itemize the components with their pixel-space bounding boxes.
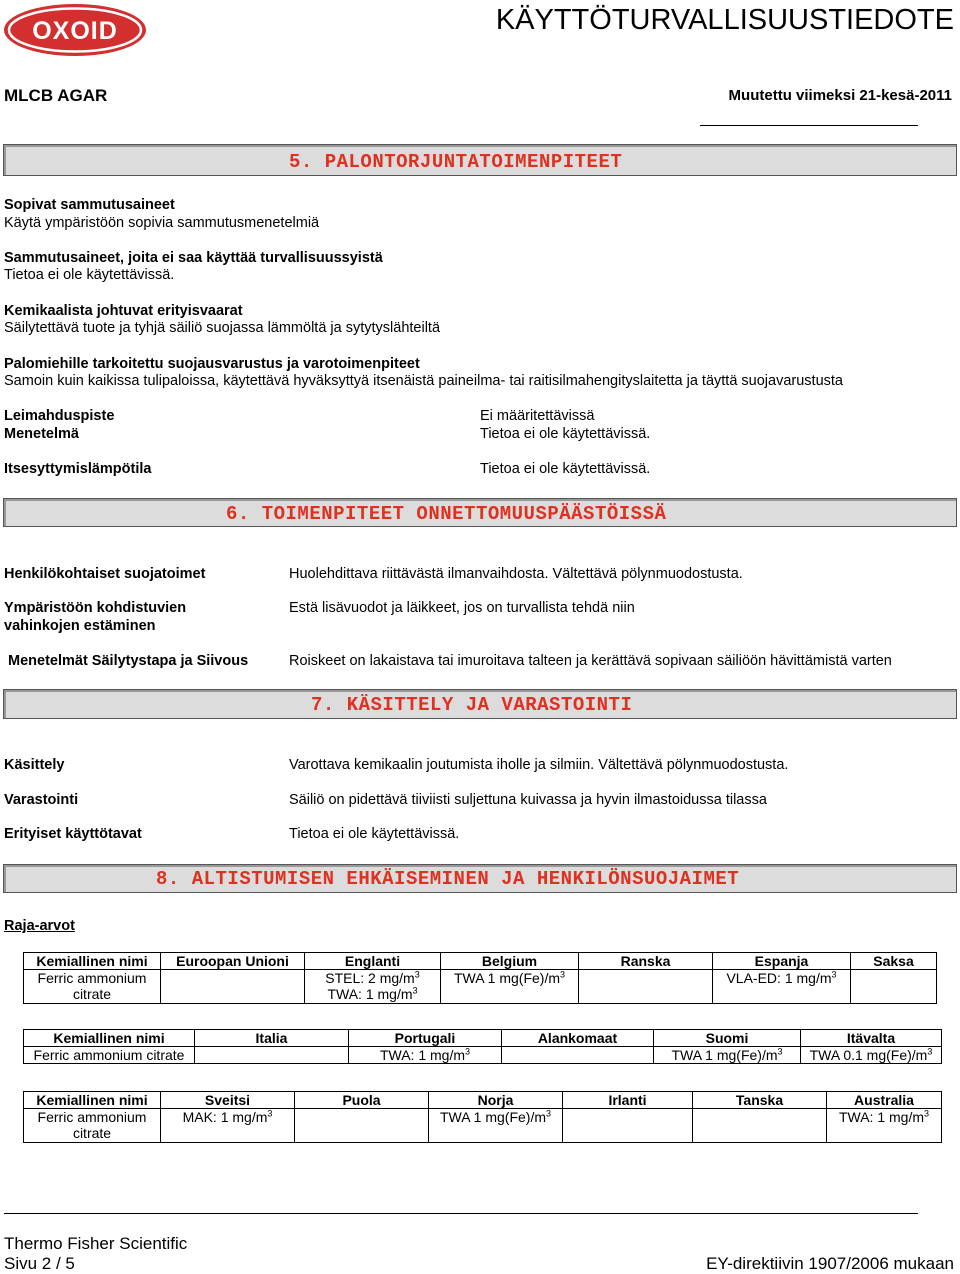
column-header: Suomi — [654, 1030, 801, 1047]
italy-cell — [195, 1047, 349, 1064]
column-header: Italia — [195, 1030, 349, 1047]
environmental-precautions-label-2: vahinkojen estäminen — [4, 618, 156, 634]
finland-cell: TWA 1 $mg(Fe)/m^3$ — [654, 1047, 801, 1064]
oxoid-logo — [3, 3, 147, 57]
flash-point-label: Leimahduspiste — [4, 408, 115, 424]
table-row — [24, 1047, 942, 1064]
exposure-limits-table-2 — [23, 1029, 942, 1064]
table-header-row — [24, 1030, 942, 1047]
column-header: Espanja — [713, 953, 851, 970]
eu-cell — [161, 970, 305, 1004]
unsuitable-media-value: Tietoa ei ole käytettävissä. — [4, 267, 175, 283]
switzerland-cell: MAK: 1 $mg/m^3$ — [161, 1109, 295, 1143]
footer-rule — [4, 1213, 918, 1214]
column-header: Irlanti — [563, 1092, 693, 1109]
method-label: Menetelmä — [4, 426, 79, 442]
norway-cell: TWA 1 $mg(Fe)/m^3$ — [429, 1109, 563, 1143]
specific-uses-label: Erityiset käyttötavat — [4, 826, 142, 842]
storage-label: Varastointi — [4, 792, 79, 808]
autoignition-label: Itsesyttymislämpötila — [4, 461, 152, 477]
column-header: Kemiallinen nimi — [24, 953, 161, 970]
column-header: Euroopan Unioni — [161, 953, 305, 970]
flash-point-value: Ei määritettävissä — [480, 408, 595, 424]
suitable-media-value: Käytä ympäristöön sopivia sammutusmenetelmiä — [4, 215, 320, 231]
exposure-limits-table-1 — [23, 952, 937, 1004]
unsuitable-media-label: Sammutusaineet, joita ei saa käyttää turvallisuussyistä — [4, 250, 383, 266]
method-value: Tietoa ei ole käytettävissä. — [480, 426, 651, 442]
specific-hazards-value: Säilytettävä tuote ja tyhjä säiliö suojassa lämmöltä ja sytytyslähteiltä — [4, 320, 441, 336]
handling-label: Käsittely — [4, 757, 65, 773]
company-name: Thermo Fisher Scientific — [4, 1234, 188, 1253]
portugal-cell: TWA: 1 $mg/m^3$ — [349, 1047, 502, 1064]
france-cell — [579, 970, 713, 1004]
specific-uses-value: Tietoa ei ole käytettävissä. — [289, 826, 460, 842]
column-header: Tanska — [693, 1092, 827, 1109]
cleanup-methods-label: Menetelmät Säilytystapa ja Siivous — [8, 653, 249, 669]
exposure-limits-label: Raja-arvot — [4, 918, 75, 934]
column-header: Englanti — [305, 953, 441, 970]
column-header: Ranska — [579, 953, 713, 970]
page-number: Sivu 2 / 5 — [4, 1254, 75, 1273]
column-header: Norja — [429, 1092, 563, 1109]
column-header: Portugali — [349, 1030, 502, 1047]
table-row — [24, 970, 937, 1004]
header-rule — [700, 125, 918, 126]
table-header-row — [24, 1092, 942, 1109]
spain-cell: VLA-ED: 1 $mg/m^3$ — [713, 970, 851, 1004]
column-header: Itävalta — [801, 1030, 942, 1047]
denmark-cell — [693, 1109, 827, 1143]
section-8-title: 8. ALTISTUMISEN EHKÄISEMINEN JA HENKILÖNSUOJAIMET — [156, 868, 740, 890]
chemical-name-cell: Ferric ammonium citrate — [24, 1109, 161, 1143]
column-header: Kemiallinen nimi — [24, 1030, 195, 1047]
section-5-title: 5. PALONTORJUNTATOIMENPITEET — [289, 151, 623, 173]
regulation-reference: EY-direktiivin 1907/2006 mukaan — [706, 1254, 954, 1273]
chemical-name-cell: Ferric ammonium citrate — [24, 970, 161, 1004]
column-header: Kemiallinen nimi — [24, 1092, 161, 1109]
autoignition-value: Tietoa ei ole käytettävissä. — [480, 461, 651, 477]
exposure-limits-table-3 — [23, 1091, 942, 1143]
ireland-cell — [563, 1109, 693, 1143]
environmental-precautions-label-1: Ympäristöön kohdistuvien — [4, 600, 187, 616]
handling-value: Varottava kemikaalin joutumista iholle ja silmiin. Vältettävä pölynmuodostusta. — [289, 757, 789, 773]
austria-cell: TWA 0.1 $mg(Fe)/m^3$ — [801, 1047, 942, 1064]
australia-cell: TWA: 1 $mg/m^3$ — [827, 1109, 942, 1143]
germany-cell — [851, 970, 937, 1004]
section-6-title: 6. TOIMENPITEET ONNETTOMUUSPÄÄSTÖISSÄ — [226, 503, 667, 525]
chemical-name-cell: Ferric ammonium citrate — [24, 1047, 195, 1064]
document-title: KÄYTTÖTURVALLISUUSTIEDOTE — [495, 4, 954, 36]
column-header: Puola — [295, 1092, 429, 1109]
revision-date: Muutettu viimeksi 21-kesä-2011 — [728, 87, 952, 104]
product-name: MLCB AGAR — [4, 86, 108, 105]
column-header: Sveitsi — [161, 1092, 295, 1109]
netherlands-cell — [502, 1047, 654, 1064]
column-header: Australia — [827, 1092, 942, 1109]
suitable-media-label: Sopivat sammutusaineet — [4, 197, 175, 213]
belgium-cell: TWA 1 $mg(Fe)/m^3$ — [441, 970, 579, 1004]
logo-text: OXOID — [32, 17, 118, 45]
firefighter-protection-value: Samoin kuin kaikissa tulipaloissa, käytettävä hyväksyttyä itsenäistä paineilma- tai raitisilmahengityslaitetta ja täyttä suojavarustusta — [4, 373, 843, 389]
table-row — [24, 1109, 942, 1143]
storage-value: Säiliö on pidettävä tiiviisti suljettuna kuivassa ja hyvin ilmastoidussa tilassa — [289, 792, 767, 808]
poland-cell — [295, 1109, 429, 1143]
specific-hazards-label: Kemikaalista johtuvat erityisvaarat — [4, 303, 243, 319]
cleanup-methods-value: Roiskeet on lakaistava tai imuroitava talteen ja kerättävä sopivaan säiliöön hävittämistä varten — [289, 653, 892, 669]
column-header: Alankomaat — [502, 1030, 654, 1047]
column-header: Saksa — [851, 953, 937, 970]
personal-precautions-value: Huolehdittava riittävästä ilmanvaihdosta. Vältettävä pölynmuodostusta. — [289, 566, 743, 582]
uk-cell: STEL: 2 $mg/m^3$ TWA: 1 $mg/m^3$ — [305, 970, 441, 1004]
column-header: Belgium — [441, 953, 579, 970]
section-7-title: 7. KÄSITTELY JA VARASTOINTI — [311, 694, 633, 716]
personal-precautions-label: Henkilökohtaiset suojatoimet — [4, 566, 206, 582]
table-header-row — [24, 953, 937, 970]
firefighter-protection-label: Palomiehille tarkoitettu suojausvarustus ja varotoimenpiteet — [4, 356, 420, 372]
environmental-precautions-value: Estä lisävuodot ja läikkeet, jos on turvallista tehdä niin — [289, 600, 635, 616]
